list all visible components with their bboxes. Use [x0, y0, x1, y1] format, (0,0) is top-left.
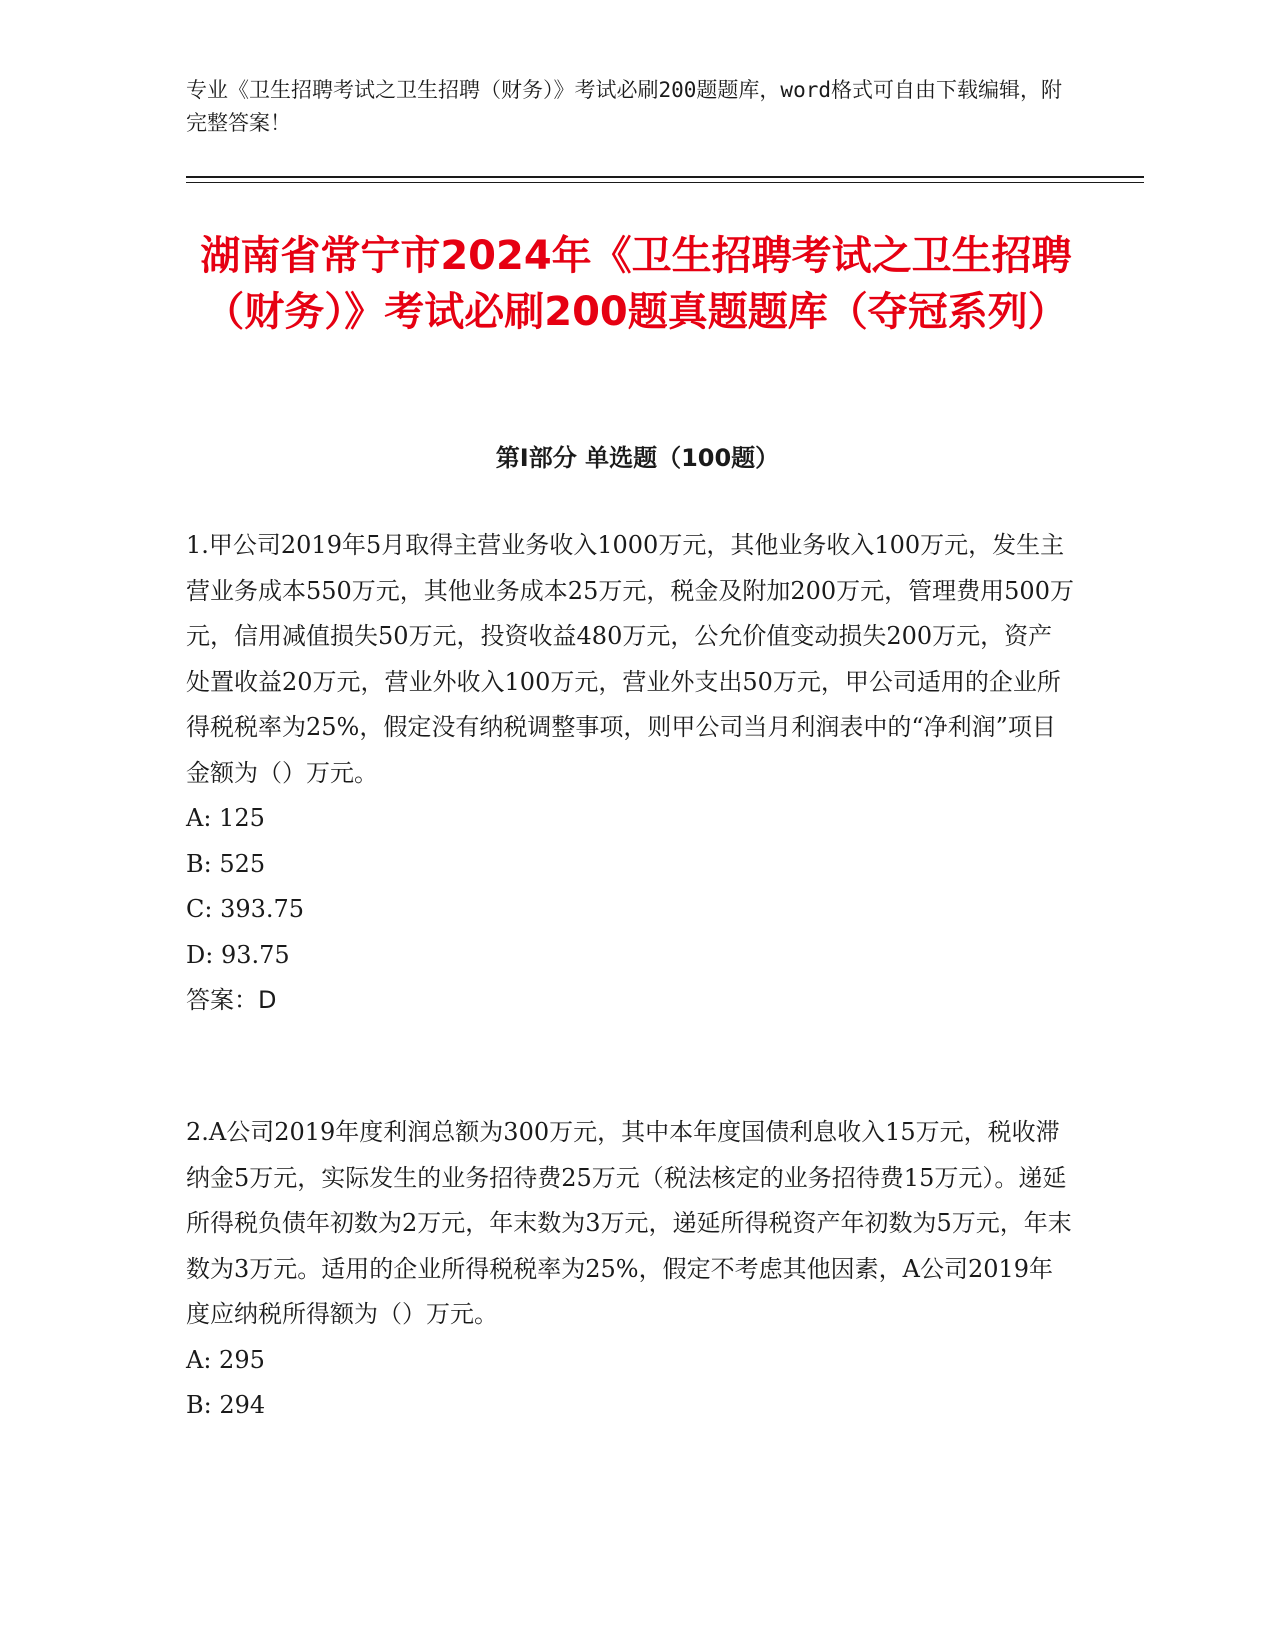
option-a: A: 295 [186, 1345, 265, 1374]
option-b: B: 525 [186, 849, 266, 878]
option-d: D: 93.75 [186, 940, 290, 969]
question-stem: 2.A公司2019年度利润总额为300万元，其中本年度国债利息收入15万元，税收滞纳金5万元，实际发生的业务招待费25万元（税法核定的业务招待费15万元）。递延所得税负债年初数为2万元，年末数为3万元，递延所得税资产年初数为5万元，年末数为3万元。适用的企业所得税税率为25%，假定不考虑其他因素，A公司2019年度应纳税所得额为（）万元。 [186, 1118, 1072, 1328]
header-rule-thin [186, 182, 1144, 183]
question-stem: 1.甲公司2019年5月取得主营业务收入1000万元，其他业务收入100万元，发生主营业务成本550万元，其他业务成本25万元，税金及附加200万元，管理费用500万元，信用减值损失50万元，投资收益480万元，公允价值变动损失200万元，资产处置收益20万元，营业外收入100万元，营业外支出50万元，甲公司适用的企业所得税税率为25%，假定没有纳税调整事项，则甲公司当月利润表中的“净利润”项目金额为（）万元。 [186, 531, 1074, 787]
answer-line: 答案：D [186, 986, 277, 1014]
section-heading: 第Ⅰ部分 单选题（100题） [495, 444, 780, 472]
option-a: A: 125 [186, 804, 265, 832]
header-note: 专业《卫生招聘考试之卫生招聘（财务）》考试必刷200题题库，word格式可自由下载编辑，附完整答案！ [186, 78, 1062, 135]
document-title: 湖南省常宁市2024年《卫生招聘考试之卫生招聘（财务）》考试必刷200题真题题库（夺冠系列） [200, 233, 1072, 335]
option-c: C: 393.75 [186, 895, 305, 923]
option-b: B: 294 [186, 1391, 266, 1419]
question-1 [186, 523, 1076, 1024]
header-rule-thick [186, 176, 1144, 178]
question-2 [186, 1110, 1076, 1429]
